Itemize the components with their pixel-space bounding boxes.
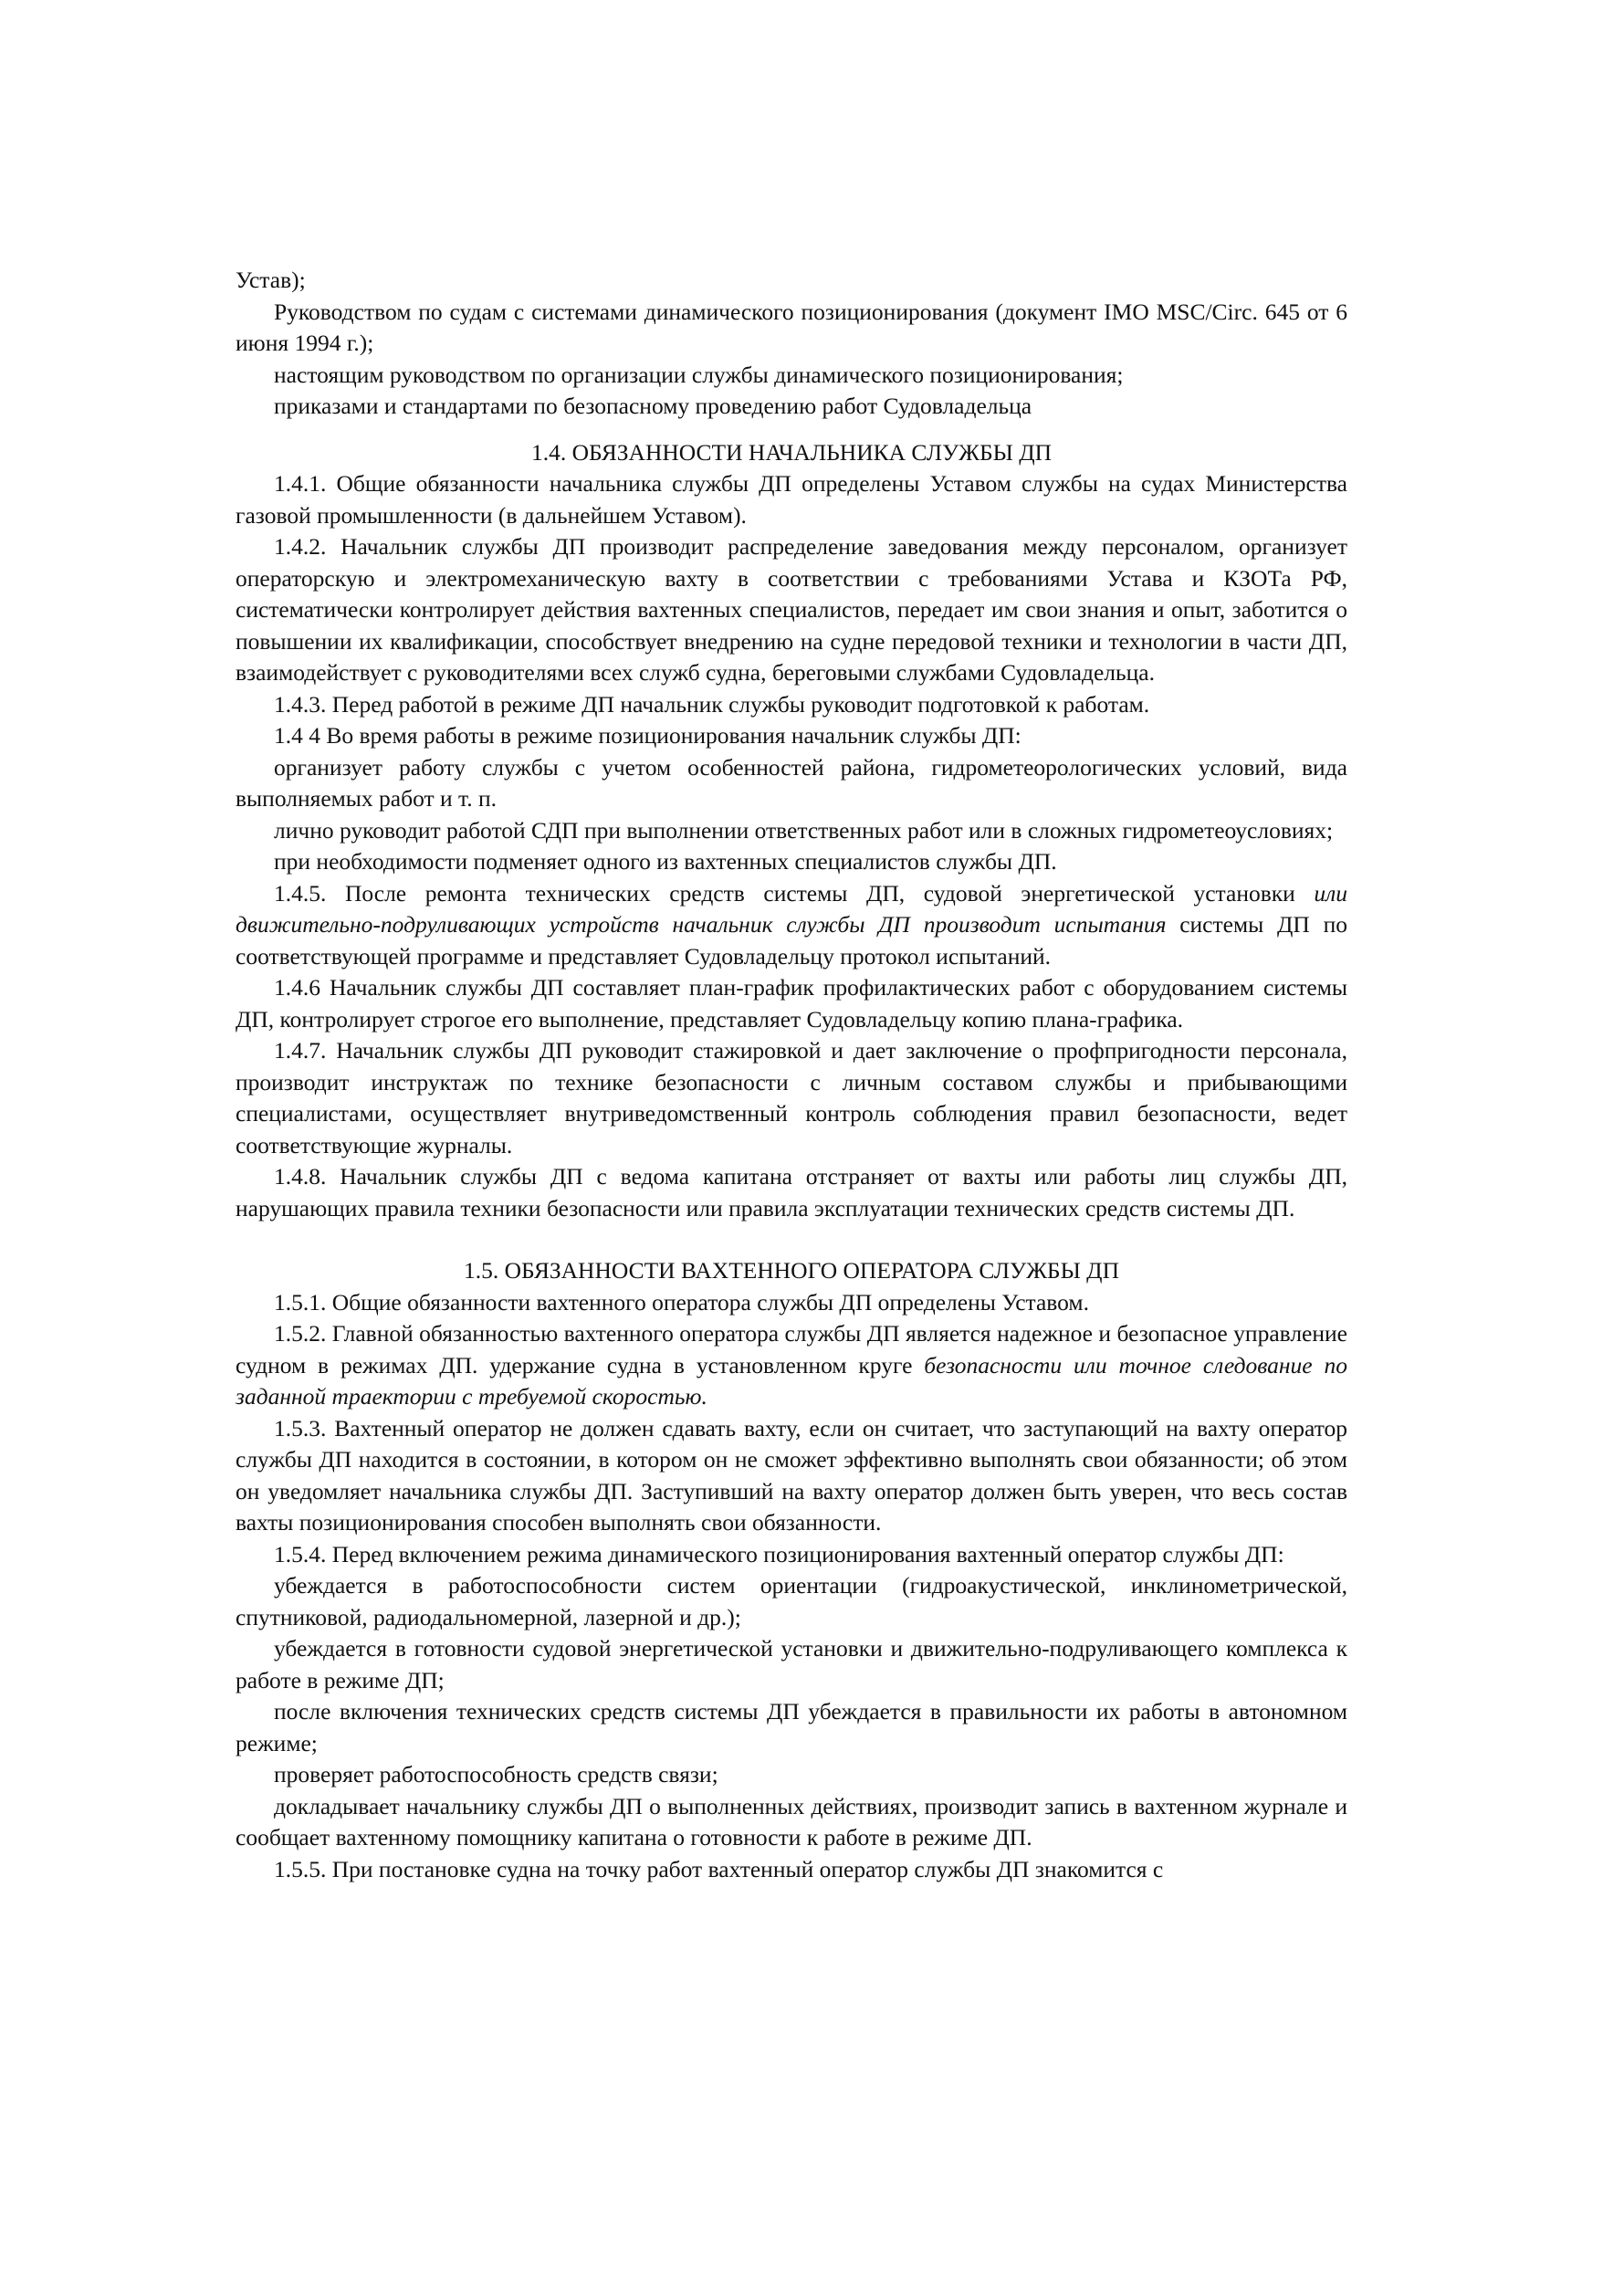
para-1-5-1: 1.5.1. Общие обязанности вахтенного оператора службы ДП определены Уставом.	[274, 1288, 1089, 1316]
para-1-4-5-text: 1.4.5. После ремонта технических средств системы ДП, судовой энергетической установки	[274, 879, 1315, 907]
para-1-4-1: 1.4.1. Общие обязанности начальника службы ДП определены Уставом службы на судах Министерства газовой промышленности (в дальнейшем Уставом).	[236, 470, 1347, 529]
para-1-5-3: 1.5.3. Вахтенный оператор не должен сдавать вахту, если он считает, что заступающий на вахту оператор службы ДП находится в состоянии, в котором он не сможет эффективно выполнять свои обязанности; об этом он уведомляет начальника службы ДП. Заступивший на вахту оператор должен быть уверен, что весь состав вахты позиционирования способен выполнять свои обязанности.	[236, 1414, 1347, 1536]
intro-line-3: настоящим руководством по организации службы динамического позиционирования;	[274, 361, 1124, 388]
para-1-5-2-text: 1.5.2. Главной обязанностью вахтенного оператора службы ДП является надежное и безопасное управление судном в режимах ДП. удержание судна в установленном круге	[236, 1320, 1347, 1379]
para-1-5-4-a: убеждается в работоспособности систем ориентации (гидроакустической, инклинометрической, спутниковой, радиодальномерной, лазерной и др.);	[236, 1572, 1347, 1630]
para-1-5-5: 1.5.5. При постановке судна на точку работ вахтенный оператор службы ДП знакомится с	[274, 1855, 1164, 1882]
intro-line-4: приказами и стандартами по безопасному проведению работ Судовладельца	[274, 393, 1032, 419]
para-1-4-5-tail: системы ДП по соответствующей программе и представляет Судовладельцу протокол испытаний.	[236, 911, 1347, 970]
para-1-4-4-c: при необходимости подменяет одного из вахтенных специалистов службы ДП.	[274, 848, 1057, 875]
para-1-5-4: 1.5.4. Перед включением режима динамического позиционирования вахтенный оператор службы ДП:	[274, 1540, 1284, 1567]
para-1-5-4-c: после включения технических средств системы ДП убеждается в правильности их работы в автономном режиме;	[236, 1698, 1347, 1756]
intro-line-2: Руководством по судам с системами динамического позиционирования (документ IMO MSC/Circ. 645 от 6 июня 1994 г.);	[236, 298, 1347, 356]
para-1-5-4-d: проверяет работоспособность средств связи;	[274, 1761, 718, 1788]
para-1-4-4-b: лично руководит работой СДП при выполнении ответственных работ или в сложных гидрометеоусловиях;	[274, 816, 1334, 844]
para-1-4-8: 1.4.8. Начальник службы ДП с ведома капитана отстраняет от вахты или работы лиц службы ДП, нарушающих правила техники безопасности или правила эксплуатации технических средств системы ДП.	[236, 1163, 1347, 1221]
intro-line-1: Устав);	[236, 267, 306, 293]
section-1-5-heading: 1.5. ОБЯЗАННОСТИ ВАХТЕННОГО ОПЕРАТОРА СЛУЖБЫ ДП	[464, 1257, 1119, 1284]
para-1-4-2: 1.4.2. Начальник службы ДП производит распределение заведования между персоналом, организует операторскую и электромеханическую вахту в соответствии с требованиями Устава и КЗОТа РФ, систематически контролирует действия вахтенных специалистов, передает им свои знания и опыт, заботится о повышении их квалификации, способствует внедрению на судне передовой техники и технологии в части ДП, взаимодействует с руководителями всех служб судна, береговыми службами Судовладельца.	[236, 533, 1347, 686]
para-1-5-4-b: убеждается в готовности судовой энергетической установки и движительно-подруливающего комплекса к работе в режиме ДП;	[236, 1635, 1347, 1693]
para-1-4-7: 1.4.7. Начальник службы ДП руководит стажировкой и дает заключение о профпригодности персонала, производит инструктаж по технике безопасности с личным составом службы и прибывающими специалистами, осуществляет внутриведомственный контроль соблюдения правил безопасности, ведет соответствующие журналы.	[236, 1037, 1347, 1158]
para-1-5-2-italic: безопасности или точное следование по заданной траектории с требуемой скоростью.	[236, 1351, 1347, 1410]
para-1-4-4-a: организует работу службы с учетом особенностей района, гидрометеорологических условий, вида выполняемых работ и т. п.	[236, 753, 1347, 812]
section-1-4-heading: 1.4. ОБЯЗАННОСТИ НАЧАЛЬНИКА СЛУЖБЫ ДП	[530, 438, 1053, 466]
para-1-4-3: 1.4.3. Перед работой в режиме ДП начальник службы руководит подготовкой к работам.	[274, 690, 1150, 718]
para-1-5-4-e: докладывает начальнику службы ДП о выполненных действиях, производит запись в вахтенном журнале и сообщает вахтенному помощнику капитана о готовности к работе в режиме ДП.	[236, 1792, 1347, 1850]
document-page	[236, 265, 1347, 1885]
para-1-4-4: 1.4 4 Во время работы в режиме позиционирования начальник службы ДП:	[274, 722, 1022, 749]
para-1-5-2	[236, 1318, 1347, 1413]
para-1-4-5	[236, 878, 1347, 973]
para-1-4-5-italic: или движительно-подруливающих устройств начальник службы ДП производит испытания	[236, 879, 1347, 938]
para-1-4-6: 1.4.6 Начальник службы ДП составляет план-график профилактических работ с оборудованием системы ДП, контролирует строгое его выполнение, представляет Судовладельцу копию плана-графика.	[236, 974, 1347, 1033]
